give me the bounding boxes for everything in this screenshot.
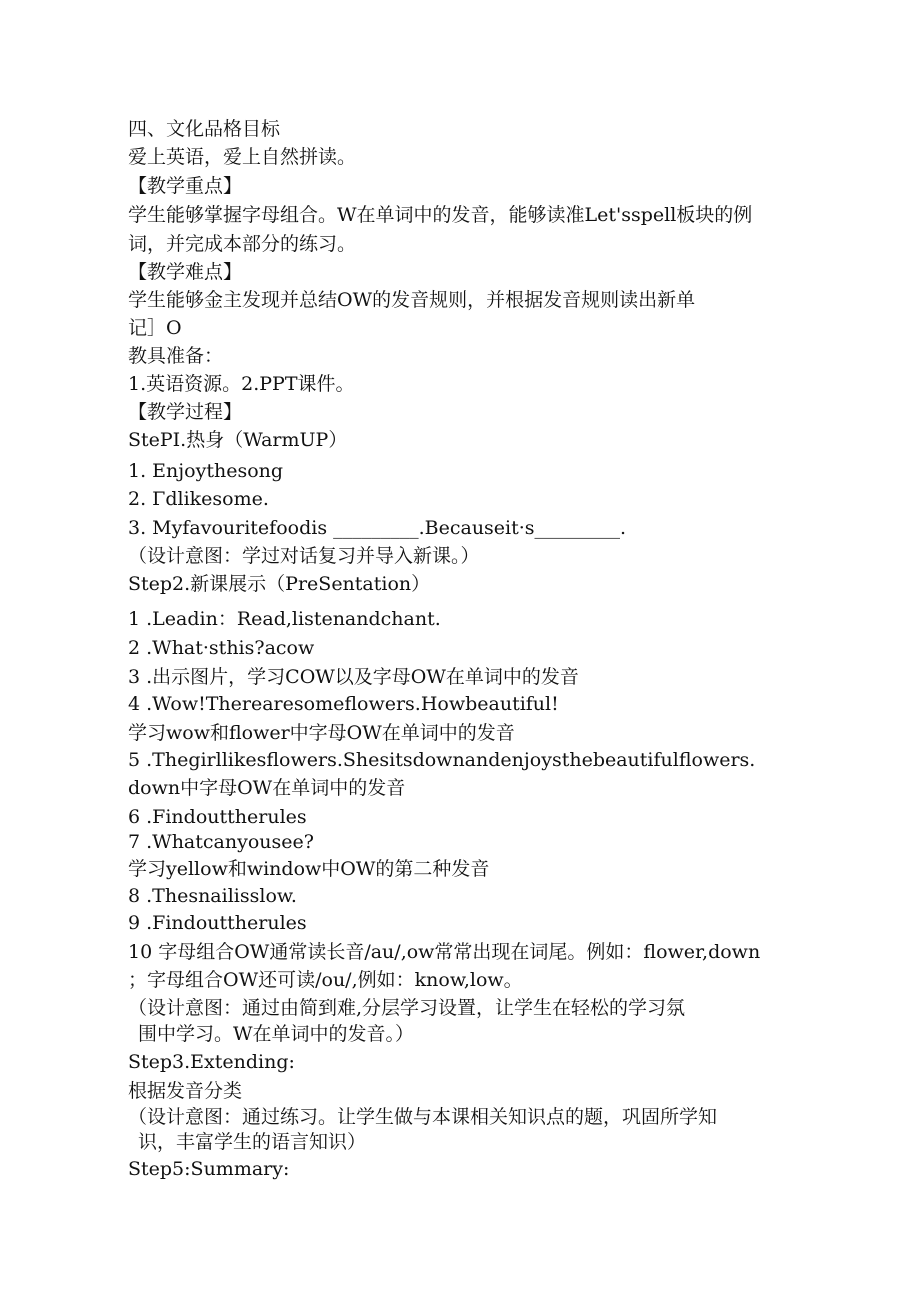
text-line: 1.英语资源。2.PPT课件。 xyxy=(128,373,355,395)
text-line: 教具准备： xyxy=(128,345,224,367)
text-line: 记］O xyxy=(128,317,182,339)
list-item: 2 .What·sthis?acow xyxy=(128,637,315,659)
list-item: 10 字母组合OW通常读长音/au/,ow常常出现在词尾。例如：flower,down xyxy=(128,941,761,963)
section-heading-difficulties: 【教学难点】 xyxy=(128,261,243,283)
text-line: 学习wow和flower中字母OW在单词中的发音 xyxy=(128,722,515,744)
section-heading-culture: 四、文化品格目标 xyxy=(128,118,281,140)
section-heading-key-points: 【教学重点】 xyxy=(128,175,243,197)
list-item: 3 .出示图片，学习COW以及字母OW在单词中的发音 xyxy=(128,666,579,688)
design-note: （设计意图：通过练习。让学生做与本课相关知识点的题，巩固所学知 xyxy=(128,1106,718,1128)
list-item: 4 .Wow!Therearesomeflowers.Howbeautiful! xyxy=(128,693,559,715)
design-note: 识，丰富学生的语言知识） xyxy=(138,1131,367,1153)
text-line: 词，并完成本部分的练习。 xyxy=(128,233,357,255)
list-item: 9 .Findouttherules xyxy=(128,912,307,934)
text-line: 学生能够金主发现并总结OW的发音规则，并根据发音规则读出新单 xyxy=(128,289,696,311)
step-heading: Step3.Extending: xyxy=(128,1051,295,1073)
text-line: down中字母OW在单词中的发音 xyxy=(128,777,406,799)
list-item: 1. Enjoythesong xyxy=(128,460,284,482)
step-heading: Step2.新课展示（PreSentation） xyxy=(128,573,431,595)
text-line: 学习yellow和window中OW的第二种发音 xyxy=(128,858,490,880)
text-line: 学生能够掌握字母组合。W在单词中的发音，能够读准Let'sspell板块的例 xyxy=(128,204,753,226)
list-item: 7 .Whatcanyousee? xyxy=(128,831,314,853)
section-heading-process: 【教学过程】 xyxy=(128,401,243,423)
list-item: 2. Γdlikesome. xyxy=(128,488,269,510)
list-item: 6 .Findouttherules xyxy=(128,806,307,828)
list-item: 5 .Thegirllikesflowers.Shesitsdownandenjoysthebeautifulflowers. xyxy=(128,749,756,771)
text-line: 爱上英语，爱上自然拼读。 xyxy=(128,146,357,168)
design-note: （设计意图：通过由简到难,分层学习设置，让学生在轻松的学习氛 xyxy=(128,997,686,1019)
text-line: ；字母组合OW还可读/ou/,例如：know,low。 xyxy=(128,969,523,991)
design-note: 围中学习。W在单词中的发音。） xyxy=(138,1023,415,1045)
list-item: 3. Myfavouritefoodis _________.Becauseit·s_________. xyxy=(128,517,627,539)
list-item: 8 .Thesnailisslow. xyxy=(128,885,297,907)
list-item: 1 .Leadin：Read,listenandchant. xyxy=(128,608,441,630)
text-line: 根据发音分类 xyxy=(128,1080,243,1102)
design-note: （设计意图：学过对话复习并导入新课。） xyxy=(128,545,480,567)
step-heading: Step5:Summary: xyxy=(128,1158,290,1180)
step-heading: StePI.热身（WarmUP） xyxy=(128,429,348,451)
